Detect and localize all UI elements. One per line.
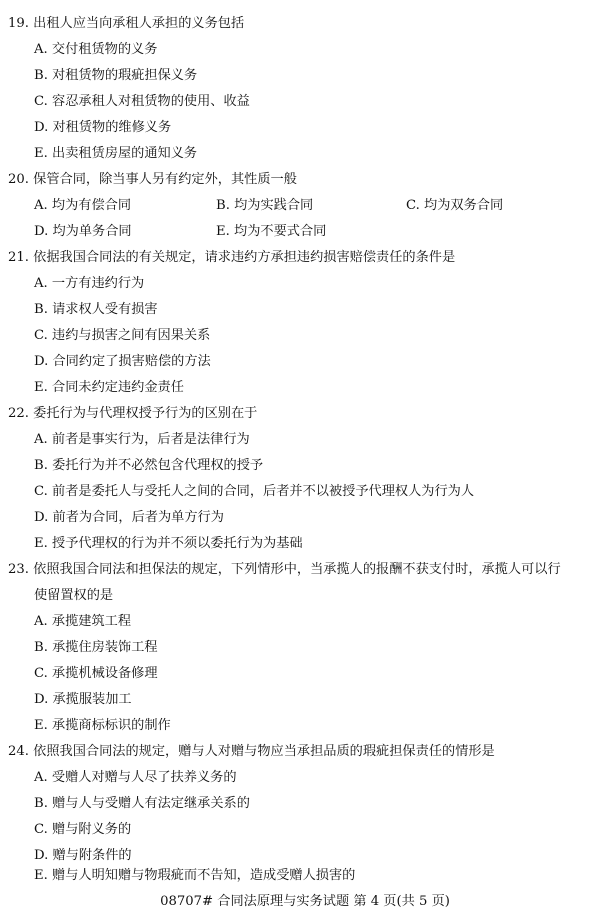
question-19-stem: 19. 出租人应当向承租人承担的义务包括	[8, 16, 245, 31]
question-21-stem: 21. 依据我国合同法的有关规定，请求违约方承担违约损害赔偿责任的条件是	[8, 250, 456, 265]
question-23-option-c: C. 承揽机械设备修理	[34, 666, 158, 681]
question-20-option-e: E. 均为不要式合同	[216, 224, 327, 239]
question-21-option-c: C. 违约与损害之间有因果关系	[34, 328, 211, 343]
question-20-option-a: A. 均为有偿合同	[34, 198, 132, 213]
question-19-option-c: C. 容忍承租人对租赁物的使用、收益	[34, 94, 250, 109]
question-23-option-e: E. 承揽商标标识的制作	[34, 718, 171, 733]
question-22-option-d: D. 前者为合同，后者为单方行为	[34, 510, 224, 525]
question-19-option-a: A. 交付租赁物的义务	[34, 42, 158, 57]
question-22-option-c: C. 前者是委托人与受托人之间的合同，后者并不以被授予代理权人为行为人	[34, 484, 475, 499]
question-24-option-e: E. 赠与人明知赠与物瑕疵而不告知，造成受赠人损害的	[34, 868, 356, 883]
question-24-option-a: A. 受赠人对赠与人尽了扶养义务的	[34, 770, 237, 785]
question-21-option-d: D. 合同约定了损害赔偿的方法	[34, 354, 211, 369]
question-22-option-b: B. 委托行为并不必然包含代理权的授予	[34, 458, 264, 473]
question-21-option-e: E. 合同未约定违约金责任	[34, 380, 184, 395]
question-24-stem: 24. 依照我国合同法的规定，赠与人对赠与物应当承担品质的瑕疵担保责任的情形是	[8, 744, 495, 759]
question-23-stem-continued: 使留置权的是	[34, 588, 114, 603]
question-20-option-b: B. 均为实践合同	[216, 198, 314, 213]
question-23-option-a: A. 承揽建筑工程	[34, 614, 132, 629]
question-22-stem: 22. 委托行为与代理权授予行为的区别在于	[8, 406, 258, 421]
question-19-option-b: B. 对租赁物的瑕疵担保义务	[34, 68, 198, 83]
question-20-option-d: D. 均为单务合同	[34, 224, 132, 239]
question-21-option-a: A. 一方有违约行为	[34, 276, 145, 291]
question-24-option-b: B. 赠与人与受赠人有法定继承关系的	[34, 796, 250, 811]
question-21-option-b: B. 请求权人受有损害	[34, 302, 158, 317]
question-22-option-a: A. 前者是事实行为，后者是法律行为	[34, 432, 250, 447]
question-23-stem: 23. 依照我国合同法和担保法的规定，下列情形中，当承揽人的报酬不获支付时，承揽人可以行	[8, 562, 561, 577]
question-20-stem: 20. 保管合同，除当事人另有约定外，其性质一般	[8, 172, 297, 187]
question-23-option-d: D. 承揽服装加工	[34, 692, 132, 707]
question-19-option-e: E. 出卖租赁房屋的通知义务	[34, 146, 198, 161]
question-23-option-b: B. 承揽住房装饰工程	[34, 640, 158, 655]
question-24-option-c: C. 赠与附义务的	[34, 822, 132, 837]
question-20-option-c: C. 均为双务合同	[406, 198, 504, 213]
page-footer: 08707# 合同法原理与实务试题 第 4 页(共 5 页)	[160, 894, 450, 909]
question-22-option-e: E. 授予代理权的行为并不须以委托行为为基础	[34, 536, 303, 551]
question-19-option-d: D. 对租赁物的维修义务	[34, 120, 172, 135]
question-24-option-d: D. 赠与附条件的	[34, 848, 132, 863]
